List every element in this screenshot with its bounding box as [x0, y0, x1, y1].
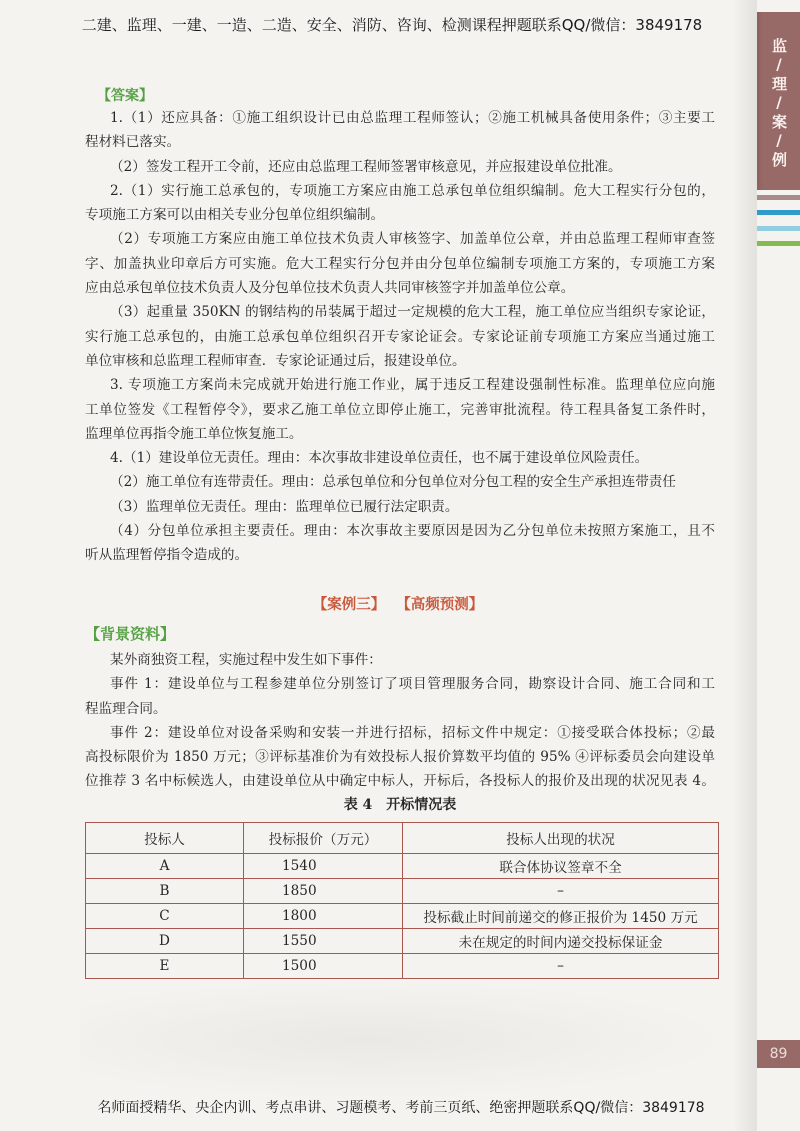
- answer-line: 2.（1）实行施工总承包的，专项施工方案应由施工总承包单位组织编制。危大工程实行分包的，: [110, 182, 715, 199]
- table-row: [86, 904, 719, 929]
- case-line: 程监理合同。: [85, 700, 167, 717]
- answer-line: （2）专项施工方案应由施工单位技术负责人审核签字、加盖单位公章，并由总监理工程师审查签: [110, 231, 715, 248]
- cell-bid: 1800: [244, 904, 403, 929]
- case-title: [0, 595, 796, 615]
- cell-bid: 1540: [244, 854, 403, 879]
- answer-line: 听从监理暂停指令造成的。: [85, 547, 249, 564]
- case-line: 高投标限价为 1850 万元；③评标基准价为有效投标人报价算数平均值的 95% ④评标委员会向建设单: [85, 749, 715, 766]
- chapter-tab-label: 监/理/案/例: [770, 38, 788, 170]
- answer-line: （4）分包单位承担主要责任。理由：本次事故主要原因是因为乙分包单位未按照方案施工，且不: [110, 523, 715, 540]
- table-caption: 表 4 开标情况表: [343, 797, 457, 813]
- page-number: 89: [757, 1040, 800, 1068]
- case-line: 位推荐 3 名中标候选人，由建设单位从中确定中标人，开标后，各投标人的报价及出现的状况见表 4。: [85, 773, 715, 790]
- table-row: [86, 879, 719, 904]
- answer-line: （2）施工单位有连带责任。理由：总承包单位和分包单位对分包工程的安全生产承担连带责任: [110, 474, 676, 491]
- cell-status: –: [403, 879, 719, 904]
- cell-bidder: D: [86, 929, 244, 954]
- header-banner: 二建、监理、一建、一造、二造、安全、消防、咨询、检测课程押题联系QQ/微信：3849178: [81, 16, 703, 34]
- case-line: 事件 2：建设单位对设备采购和安装一并进行招标，招标文件中规定：①接受联合体投标；②最: [110, 724, 715, 741]
- column-header-bid: 投标报价（万元）: [244, 823, 403, 854]
- answer-body: [85, 106, 715, 568]
- answer-line: 应由总承包单位技术负责人及分包单位技术负责人共同审核签字并加盖单位公章。: [85, 280, 575, 297]
- decor-stripe-green: [757, 241, 800, 246]
- answer-line: 专项施工方案可以由相关专业分包单位组织编制。: [85, 207, 385, 224]
- table-row: [86, 854, 719, 879]
- answer-line: 3. 专项施工方案尚未完成就开始进行施工作业，属于违反工程建设强制性标准。监理单位应向施: [110, 377, 715, 394]
- decor-stripe-mauve: [757, 195, 800, 200]
- cell-bid: 1550: [244, 929, 403, 954]
- case-number: 【案例三】: [312, 597, 386, 613]
- case-line: 事件 1：建设单位与工程参建单位分别签订了项目管理服务合同，勘察设计合同、施工合同和工: [110, 676, 715, 693]
- cell-bid: 1850: [244, 879, 403, 904]
- answer-line: 监理单位再指令施工单位恢复施工。: [85, 425, 303, 442]
- cell-status: 投标截止时间前递交的修正报价为 1450 万元: [403, 904, 719, 929]
- cell-bidder: E: [86, 954, 244, 979]
- answer-line: 1.（1）还应具备：①施工组织设计已由总监理工程师签认；②施工机械具备使用条件；③主要工: [110, 110, 715, 126]
- cell-bid: 1500: [244, 954, 403, 979]
- answer-line: （3）监理单位无责任。理由：监理单位已履行法定职责。: [110, 498, 459, 515]
- answer-line: （2）签发工程开工令前，还应由总监理工程师签署审核意见，并应报建设单位批准。: [110, 158, 622, 175]
- cell-status: –: [403, 954, 719, 979]
- decor-stripe-blue: [757, 210, 800, 215]
- bid-opening-table: [85, 822, 719, 979]
- cell-bidder: B: [86, 879, 244, 904]
- cell-bidder: A: [86, 854, 244, 879]
- answer-heading: 【答案】: [97, 88, 153, 104]
- cell-status: 未在规定的时间内递交投标保证金: [403, 929, 719, 954]
- column-header-status: 投标人出现的状况: [403, 823, 719, 854]
- case-body: [85, 648, 715, 794]
- scan-shading: [80, 982, 720, 1097]
- answer-line: 字、加盖执业印章后方可实施。危大工程实行分包并由分包单位编制专项施工方案的，专项施工方案: [85, 255, 715, 272]
- cell-status: 联合体协议签章不全: [403, 854, 719, 879]
- column-header-bidder: 投标人: [86, 823, 244, 854]
- footer-banner: 名师面授精华、央企内训、考点串讲、习题模考、考前三页纸、绝密押题联系QQ/微信：3849178: [97, 1100, 705, 1116]
- table-row: [86, 954, 719, 979]
- page-edge-shadow: [733, 0, 757, 1131]
- answer-line: 工单位签发《工程暂停令》，要求乙施工单位立即停止施工，完善审批流程。待工程具备复工条件时，: [85, 401, 715, 418]
- answer-line: （3）起重量 350KN 的钢结构的吊装属于超过一定规模的危大工程，施工单位应当组织专家论证，: [110, 304, 715, 321]
- decor-stripe-light-blue: [757, 226, 800, 231]
- answer-line: 4.（1）建设单位无责任。理由：本次事故非建设单位责任，也不属于建设单位风险责任。: [110, 450, 649, 467]
- table-header-row: [86, 823, 719, 854]
- background-heading: 【背景资料】: [85, 625, 176, 643]
- case-tag: 【高频预测】: [396, 597, 484, 613]
- cell-bidder: C: [86, 904, 244, 929]
- answer-line: 单位审核和总监理工程师审查．专家论证通过后，报建设单位。: [85, 352, 466, 369]
- chapter-tab: [757, 12, 800, 190]
- case-line: 某外商独资工程，实施过程中发生如下事件：: [110, 652, 382, 668]
- answer-line: 实行施工总承包的，由施工总承包单位组织召开专家论证会。专家论证前专项施工方案应当通过施工: [85, 328, 715, 345]
- table-row: [86, 929, 719, 954]
- answer-line: 程材料已落实。: [85, 134, 181, 151]
